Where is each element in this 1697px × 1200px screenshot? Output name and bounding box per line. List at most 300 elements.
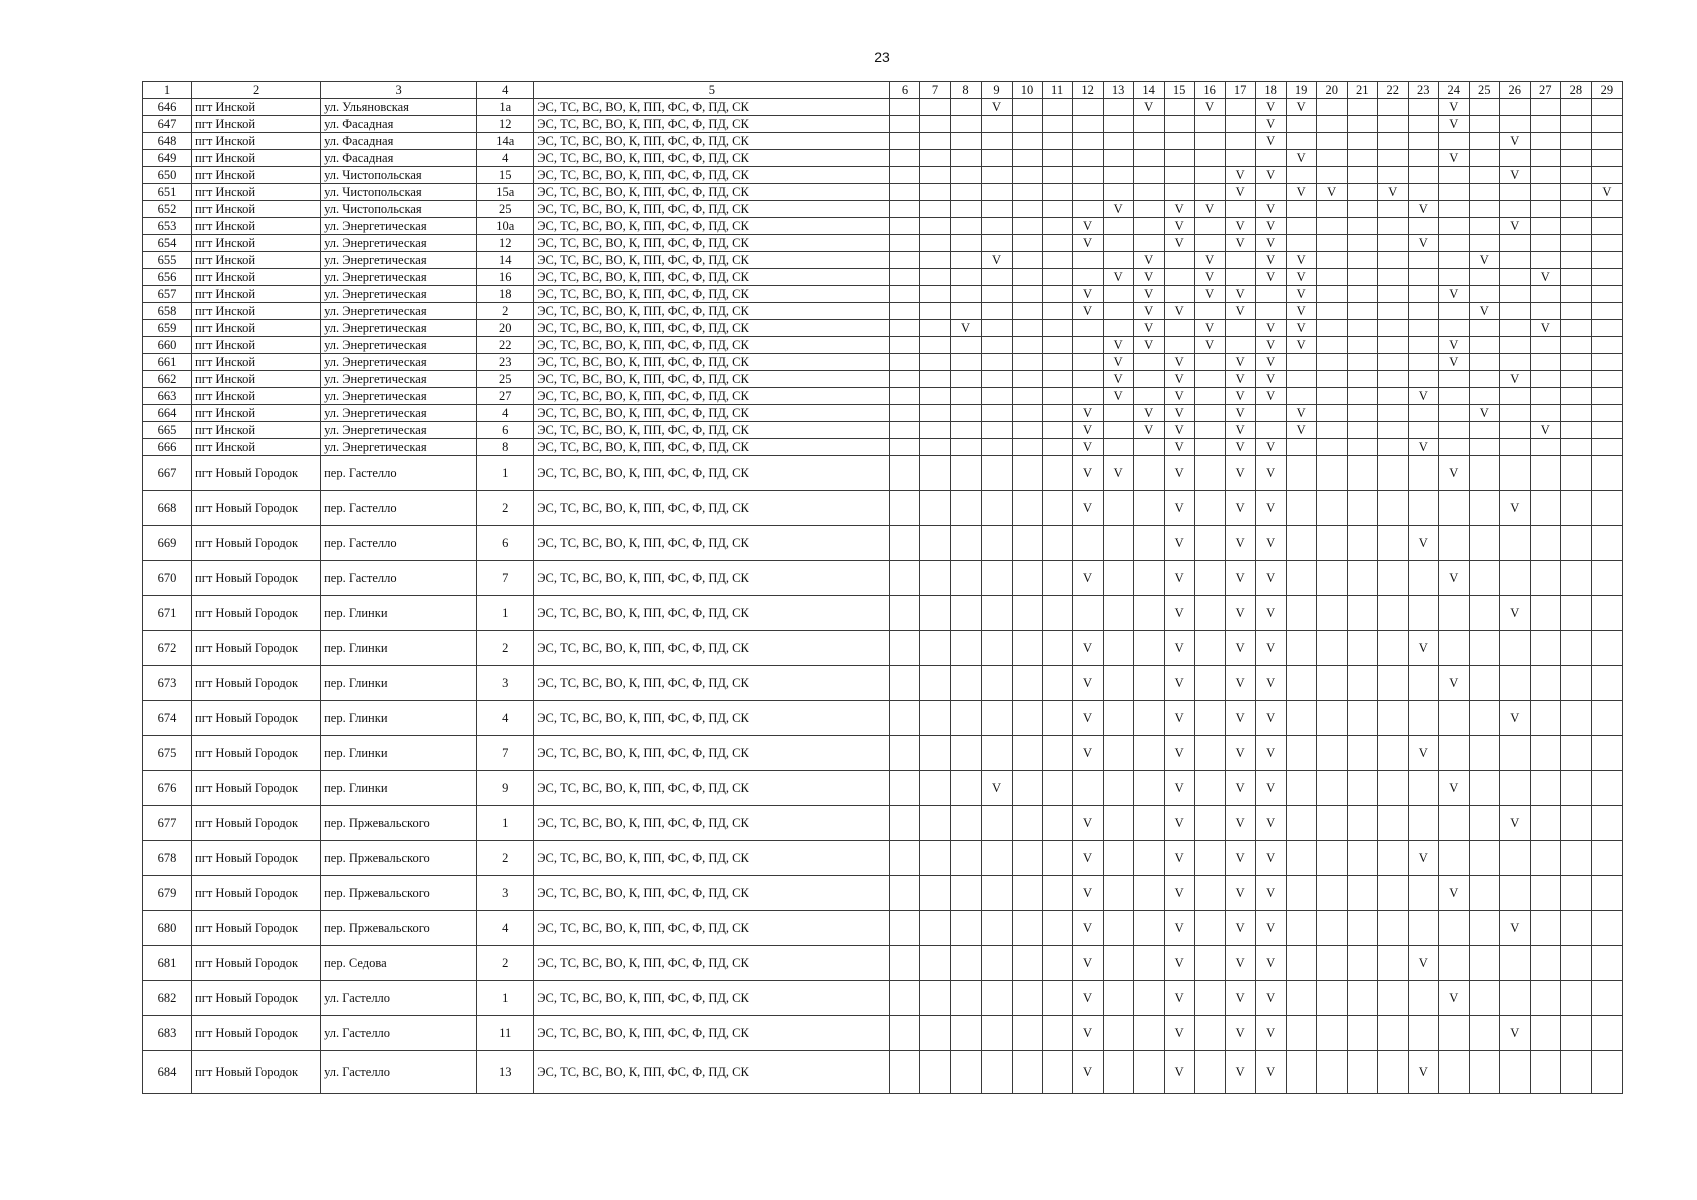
empty-cell: [1347, 946, 1377, 981]
empty-cell: [1347, 320, 1377, 337]
empty-cell: [1469, 911, 1499, 946]
empty-cell: [1560, 184, 1591, 201]
empty-cell: [1438, 422, 1469, 439]
empty-cell: [890, 388, 920, 405]
table-row: [143, 666, 1623, 701]
empty-cell: [1347, 252, 1377, 269]
empty-cell: [920, 167, 950, 184]
empty-cell: [920, 371, 950, 388]
empty-cell: [1591, 491, 1622, 526]
empty-cell: [1103, 405, 1133, 422]
empty-cell: [1499, 526, 1530, 561]
empty-cell: [1012, 981, 1042, 1016]
check-mark: V: [1072, 736, 1103, 771]
empty-cell: [1194, 116, 1225, 133]
check-mark: V: [1255, 666, 1286, 701]
house-cell: 22: [477, 337, 534, 354]
empty-cell: [1103, 235, 1133, 252]
empty-cell: [1591, 561, 1622, 596]
check-mark: V: [1530, 269, 1560, 286]
empty-cell: [1103, 841, 1133, 876]
house-cell: 4: [477, 701, 534, 736]
empty-cell: [1530, 286, 1560, 303]
column-number-29: 29: [1591, 82, 1622, 99]
settlement-cell: пгт Инской: [192, 201, 321, 218]
check-mark: V: [1255, 946, 1286, 981]
check-mark: V: [1225, 354, 1255, 371]
row-number: 663: [143, 388, 192, 405]
empty-cell: [1438, 252, 1469, 269]
empty-cell: [920, 526, 950, 561]
empty-cell: [1286, 631, 1316, 666]
empty-cell: [890, 337, 920, 354]
street-cell: пер. Пржевальского: [321, 841, 477, 876]
table-row: [143, 701, 1623, 736]
column-number-10: 10: [1012, 82, 1042, 99]
empty-cell: [890, 736, 920, 771]
empty-cell: [1255, 150, 1286, 167]
empty-cell: [1316, 99, 1347, 116]
empty-cell: [1530, 561, 1560, 596]
check-mark: V: [1164, 405, 1194, 422]
empty-cell: [981, 439, 1012, 456]
empty-cell: [1591, 806, 1622, 841]
check-mark: V: [1255, 491, 1286, 526]
services-cell: ЭС, ТС, ВС, ВО, К, ПП, ФС, Ф, ПД, СК: [534, 561, 890, 596]
house-cell: 2: [477, 631, 534, 666]
empty-cell: [1408, 150, 1438, 167]
empty-cell: [1377, 596, 1408, 631]
settlement-cell: пгт Инской: [192, 99, 321, 116]
empty-cell: [1072, 252, 1103, 269]
empty-cell: [981, 841, 1012, 876]
empty-cell: [1103, 561, 1133, 596]
empty-cell: [1560, 116, 1591, 133]
empty-cell: [1164, 167, 1194, 184]
house-cell: 6: [477, 422, 534, 439]
check-mark: V: [1255, 596, 1286, 631]
check-mark: V: [1255, 701, 1286, 736]
empty-cell: [1133, 201, 1164, 218]
empty-cell: [920, 439, 950, 456]
street-cell: ул. Ульяновская: [321, 99, 477, 116]
empty-cell: [1194, 354, 1225, 371]
empty-cell: [1408, 981, 1438, 1016]
empty-cell: [1286, 354, 1316, 371]
empty-cell: [1042, 596, 1072, 631]
empty-cell: [920, 150, 950, 167]
empty-cell: [1591, 666, 1622, 701]
empty-cell: [1560, 286, 1591, 303]
empty-cell: [950, 981, 981, 1016]
check-mark: V: [1164, 841, 1194, 876]
services-cell: ЭС, ТС, ВС, ВО, К, ПП, ФС, Ф, ПД, СК: [534, 116, 890, 133]
empty-cell: [1133, 806, 1164, 841]
check-mark: V: [1164, 561, 1194, 596]
empty-cell: [1530, 631, 1560, 666]
empty-cell: [1530, 456, 1560, 491]
empty-cell: [890, 252, 920, 269]
empty-cell: [1469, 491, 1499, 526]
street-cell: ул. Энергетическая: [321, 269, 477, 286]
check-mark: V: [1072, 286, 1103, 303]
empty-cell: [1438, 439, 1469, 456]
empty-cell: [1469, 526, 1499, 561]
empty-cell: [1408, 405, 1438, 422]
empty-cell: [920, 806, 950, 841]
empty-cell: [950, 218, 981, 235]
settlement-cell: пгт Новый Городок: [192, 946, 321, 981]
empty-cell: [1347, 456, 1377, 491]
empty-cell: [1347, 116, 1377, 133]
row-number: 666: [143, 439, 192, 456]
empty-cell: [1072, 320, 1103, 337]
row-number: 654: [143, 235, 192, 252]
empty-cell: [1530, 491, 1560, 526]
empty-cell: [1133, 561, 1164, 596]
settlement-cell: пгт Новый Городок: [192, 981, 321, 1016]
empty-cell: [890, 439, 920, 456]
services-cell: ЭС, ТС, ВС, ВО, К, ПП, ФС, Ф, ПД, СК: [534, 252, 890, 269]
row-number: 684: [143, 1051, 192, 1094]
empty-cell: [920, 354, 950, 371]
table-row: [143, 1051, 1623, 1094]
empty-cell: [1012, 218, 1042, 235]
empty-cell: [1408, 456, 1438, 491]
empty-cell: [1194, 184, 1225, 201]
empty-cell: [950, 286, 981, 303]
empty-cell: [1164, 150, 1194, 167]
empty-cell: [1530, 806, 1560, 841]
empty-cell: [1042, 491, 1072, 526]
empty-cell: [1438, 184, 1469, 201]
empty-cell: [1072, 371, 1103, 388]
check-mark: V: [1194, 320, 1225, 337]
empty-cell: [1560, 439, 1591, 456]
services-cell: ЭС, ТС, ВС, ВО, К, ПП, ФС, Ф, ПД, СК: [534, 526, 890, 561]
check-mark: V: [1286, 184, 1316, 201]
empty-cell: [1560, 561, 1591, 596]
street-cell: ул. Чистопольская: [321, 167, 477, 184]
services-cell: ЭС, ТС, ВС, ВО, К, ПП, ФС, Ф, ПД, СК: [534, 218, 890, 235]
empty-cell: [1194, 526, 1225, 561]
empty-cell: [950, 439, 981, 456]
empty-cell: [1255, 286, 1286, 303]
empty-cell: [1286, 456, 1316, 491]
street-cell: пер. Седова: [321, 946, 477, 981]
empty-cell: [1377, 320, 1408, 337]
check-mark: V: [1377, 184, 1408, 201]
empty-cell: [1347, 405, 1377, 422]
empty-cell: [1591, 701, 1622, 736]
empty-cell: [1133, 876, 1164, 911]
check-mark: V: [1438, 354, 1469, 371]
column-number-21: 21: [1347, 82, 1377, 99]
settlement-cell: пгт Инской: [192, 337, 321, 354]
services-cell: ЭС, ТС, ВС, ВО, К, ПП, ФС, Ф, ПД, СК: [534, 422, 890, 439]
empty-cell: [1072, 201, 1103, 218]
empty-cell: [1286, 167, 1316, 184]
house-cell: 2: [477, 303, 534, 320]
empty-cell: [1591, 422, 1622, 439]
empty-cell: [1469, 201, 1499, 218]
check-mark: V: [1164, 371, 1194, 388]
table-row: [143, 841, 1623, 876]
check-mark: V: [1072, 806, 1103, 841]
services-cell: ЭС, ТС, ВС, ВО, К, ПП, ФС, Ф, ПД, СК: [534, 841, 890, 876]
table-row: [143, 167, 1623, 184]
column-number-16: 16: [1194, 82, 1225, 99]
check-mark: V: [1255, 218, 1286, 235]
check-mark: V: [1225, 596, 1255, 631]
check-mark: V: [1225, 841, 1255, 876]
empty-cell: [950, 201, 981, 218]
empty-cell: [1560, 167, 1591, 184]
empty-cell: [1408, 167, 1438, 184]
empty-cell: [1194, 456, 1225, 491]
check-mark: V: [1255, 167, 1286, 184]
empty-cell: [1560, 876, 1591, 911]
empty-cell: [1286, 218, 1316, 235]
check-mark: V: [1225, 946, 1255, 981]
check-mark: V: [1164, 456, 1194, 491]
empty-cell: [1560, 456, 1591, 491]
empty-cell: [1194, 167, 1225, 184]
check-mark: V: [1286, 252, 1316, 269]
empty-cell: [1591, 303, 1622, 320]
empty-cell: [1194, 911, 1225, 946]
empty-cell: [1347, 1016, 1377, 1051]
empty-cell: [1286, 876, 1316, 911]
services-cell: ЭС, ТС, ВС, ВО, К, ПП, ФС, Ф, ПД, СК: [534, 456, 890, 491]
empty-cell: [1042, 218, 1072, 235]
column-number-15: 15: [1164, 82, 1194, 99]
check-mark: V: [1255, 631, 1286, 666]
check-mark: V: [1255, 320, 1286, 337]
empty-cell: [1560, 806, 1591, 841]
table-row: [143, 876, 1623, 911]
row-number: 682: [143, 981, 192, 1016]
empty-cell: [920, 1051, 950, 1094]
empty-cell: [1469, 286, 1499, 303]
empty-cell: [1072, 99, 1103, 116]
empty-cell: [1042, 631, 1072, 666]
check-mark: V: [1499, 701, 1530, 736]
street-cell: ул. Энергетическая: [321, 320, 477, 337]
empty-cell: [1012, 701, 1042, 736]
empty-cell: [1347, 371, 1377, 388]
check-mark: V: [1286, 286, 1316, 303]
empty-cell: [1469, 666, 1499, 701]
empty-cell: [1377, 771, 1408, 806]
empty-cell: [1012, 561, 1042, 596]
empty-cell: [1194, 133, 1225, 150]
empty-cell: [1133, 526, 1164, 561]
check-mark: V: [1194, 337, 1225, 354]
empty-cell: [1103, 133, 1133, 150]
empty-cell: [1530, 167, 1560, 184]
services-cell: ЭС, ТС, ВС, ВО, К, ПП, ФС, Ф, ПД, СК: [534, 303, 890, 320]
check-mark: V: [1225, 405, 1255, 422]
empty-cell: [1316, 561, 1347, 596]
services-cell: ЭС, ТС, ВС, ВО, К, ПП, ФС, Ф, ПД, СК: [534, 806, 890, 841]
column-number-17: 17: [1225, 82, 1255, 99]
services-cell: ЭС, ТС, ВС, ВО, К, ПП, ФС, Ф, ПД, СК: [534, 771, 890, 806]
settlement-cell: пгт Новый Городок: [192, 491, 321, 526]
empty-cell: [1103, 218, 1133, 235]
empty-cell: [981, 371, 1012, 388]
empty-cell: [981, 1051, 1012, 1094]
empty-cell: [1408, 337, 1438, 354]
empty-cell: [1164, 252, 1194, 269]
check-mark: V: [1164, 439, 1194, 456]
street-cell: ул. Энергетическая: [321, 405, 477, 422]
empty-cell: [1286, 526, 1316, 561]
check-mark: V: [1438, 981, 1469, 1016]
table-row: [143, 771, 1623, 806]
services-cell: ЭС, ТС, ВС, ВО, К, ПП, ФС, Ф, ПД, СК: [534, 388, 890, 405]
empty-cell: [1316, 806, 1347, 841]
empty-cell: [981, 981, 1012, 1016]
empty-cell: [920, 218, 950, 235]
settlement-cell: пгт Инской: [192, 252, 321, 269]
table-row: [143, 561, 1623, 596]
check-mark: V: [1164, 666, 1194, 701]
empty-cell: [1012, 631, 1042, 666]
empty-cell: [1042, 235, 1072, 252]
street-cell: ул. Гастелло: [321, 981, 477, 1016]
empty-cell: [1194, 1016, 1225, 1051]
table-row: [143, 1016, 1623, 1051]
empty-cell: [1377, 252, 1408, 269]
empty-cell: [890, 876, 920, 911]
empty-cell: [1133, 1016, 1164, 1051]
check-mark: V: [1164, 235, 1194, 252]
house-cell: 4: [477, 911, 534, 946]
empty-cell: [1072, 150, 1103, 167]
check-mark: V: [1164, 981, 1194, 1016]
empty-cell: [1377, 701, 1408, 736]
empty-cell: [1347, 876, 1377, 911]
empty-cell: [920, 252, 950, 269]
empty-cell: [1377, 422, 1408, 439]
empty-cell: [1103, 596, 1133, 631]
settlement-cell: пгт Инской: [192, 371, 321, 388]
table-row: [143, 388, 1623, 405]
empty-cell: [1012, 116, 1042, 133]
empty-cell: [920, 303, 950, 320]
check-mark: V: [1072, 218, 1103, 235]
check-mark: V: [1225, 771, 1255, 806]
empty-cell: [1469, 456, 1499, 491]
table-row: [143, 286, 1623, 303]
check-mark: V: [1255, 201, 1286, 218]
services-cell: ЭС, ТС, ВС, ВО, К, ПП, ФС, Ф, ПД, СК: [534, 491, 890, 526]
column-number-4: 4: [477, 82, 534, 99]
empty-cell: [1499, 439, 1530, 456]
empty-cell: [890, 286, 920, 303]
check-mark: V: [1438, 771, 1469, 806]
street-cell: пер. Глинки: [321, 596, 477, 631]
empty-cell: [1408, 701, 1438, 736]
check-mark: V: [1286, 150, 1316, 167]
empty-cell: [1133, 911, 1164, 946]
empty-cell: [1560, 269, 1591, 286]
empty-cell: [981, 133, 1012, 150]
empty-cell: [1194, 666, 1225, 701]
empty-cell: [981, 337, 1012, 354]
settlement-cell: пгт Новый Городок: [192, 841, 321, 876]
check-mark: V: [1225, 666, 1255, 701]
street-cell: ул. Энергетическая: [321, 252, 477, 269]
empty-cell: [1012, 303, 1042, 320]
empty-cell: [890, 771, 920, 806]
empty-cell: [1499, 422, 1530, 439]
empty-cell: [1316, 1051, 1347, 1094]
empty-cell: [1560, 631, 1591, 666]
check-mark: V: [1133, 269, 1164, 286]
empty-cell: [1133, 631, 1164, 666]
check-mark: V: [1194, 201, 1225, 218]
empty-cell: [1560, 201, 1591, 218]
house-cell: 20: [477, 320, 534, 337]
house-cell: 12: [477, 116, 534, 133]
table-row: [143, 303, 1623, 320]
empty-cell: [1347, 218, 1377, 235]
table-row: [143, 184, 1623, 201]
empty-cell: [950, 911, 981, 946]
empty-cell: [1591, 771, 1622, 806]
check-mark: V: [1438, 456, 1469, 491]
empty-cell: [1591, 596, 1622, 631]
empty-cell: [1591, 337, 1622, 354]
check-mark: V: [1072, 422, 1103, 439]
empty-cell: [920, 491, 950, 526]
empty-cell: [950, 456, 981, 491]
empty-cell: [1133, 491, 1164, 526]
settlement-cell: пгт Инской: [192, 218, 321, 235]
check-mark: V: [1255, 736, 1286, 771]
empty-cell: [1012, 99, 1042, 116]
empty-cell: [920, 911, 950, 946]
empty-cell: [981, 354, 1012, 371]
street-cell: ул. Энергетическая: [321, 235, 477, 252]
services-cell: ЭС, ТС, ВС, ВО, К, ПП, ФС, Ф, ПД, СК: [534, 701, 890, 736]
empty-cell: [1469, 388, 1499, 405]
services-cell: ЭС, ТС, ВС, ВО, К, ПП, ФС, Ф, ПД, СК: [534, 371, 890, 388]
empty-cell: [950, 876, 981, 911]
empty-cell: [1316, 666, 1347, 701]
empty-cell: [1347, 911, 1377, 946]
empty-cell: [920, 771, 950, 806]
empty-cell: [1499, 116, 1530, 133]
column-number-26: 26: [1499, 82, 1530, 99]
check-mark: V: [1469, 405, 1499, 422]
column-number-13: 13: [1103, 82, 1133, 99]
table-row: [143, 133, 1623, 150]
empty-cell: [1103, 631, 1133, 666]
settlement-cell: пгт Новый Городок: [192, 771, 321, 806]
empty-cell: [1072, 771, 1103, 806]
check-mark: V: [1408, 841, 1438, 876]
check-mark: V: [1286, 303, 1316, 320]
empty-cell: [1316, 167, 1347, 184]
empty-cell: [981, 701, 1012, 736]
row-number: 672: [143, 631, 192, 666]
empty-cell: [1438, 269, 1469, 286]
empty-cell: [1133, 981, 1164, 1016]
house-cell: 4: [477, 150, 534, 167]
